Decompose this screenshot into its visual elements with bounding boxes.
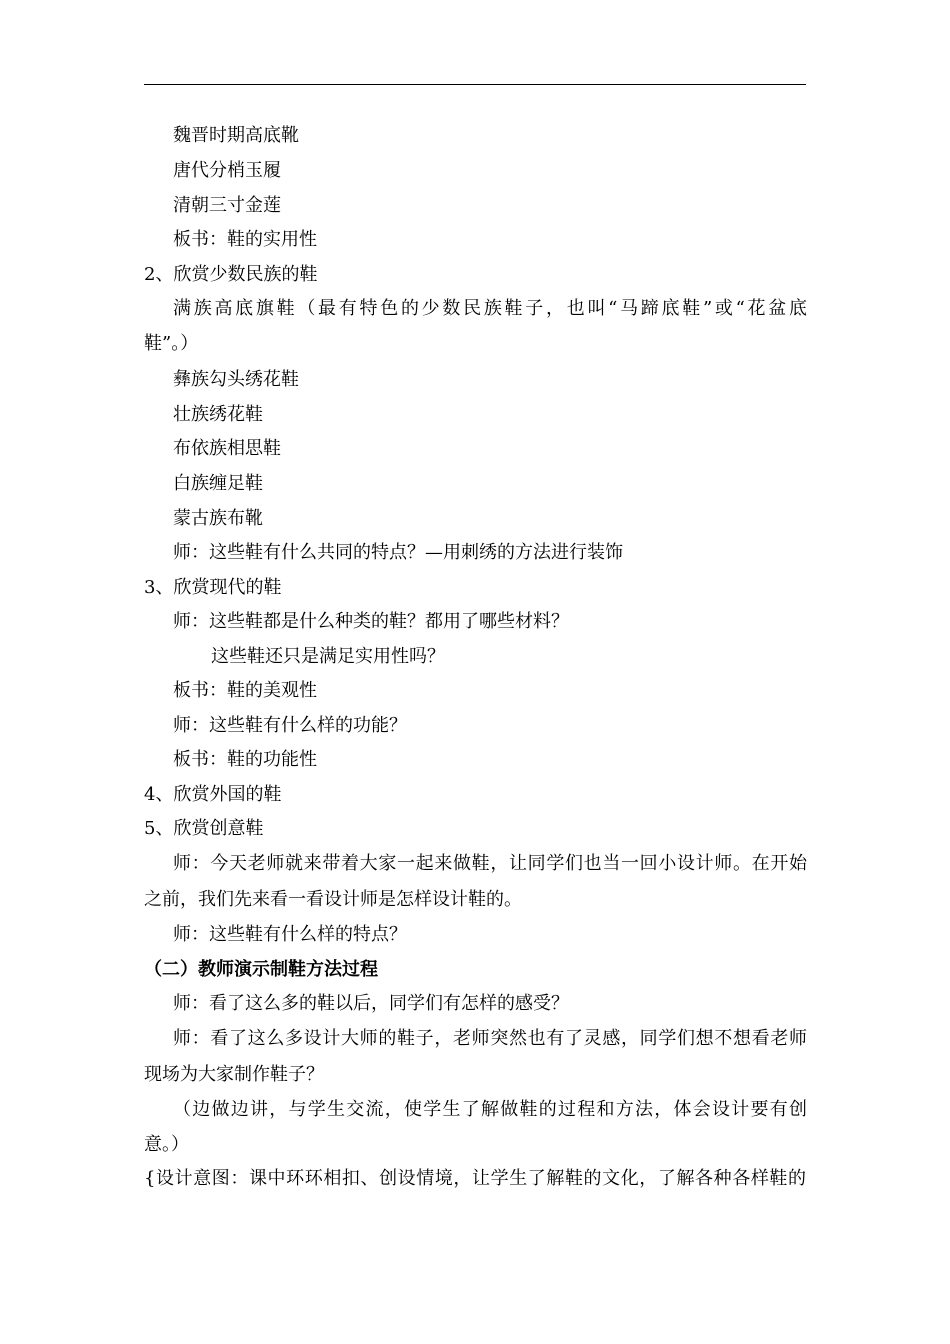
text-line: 板书：鞋的功能性 [173,749,317,770]
text-line: 师：这些鞋都是什么种类的鞋？都用了哪些材料？ [173,611,569,632]
text-line: 师：这些鞋有什么样的功能？ [173,715,407,736]
text-line: 满族高底旗鞋（最有特色的少数民族鞋子，也叫“马蹄底鞋”或“花盆底 [173,298,807,319]
subsection-heading: （二）教师演示制鞋方法过程 [144,959,378,980]
text-line: 师：这些鞋有什么样的特点？ [173,924,407,945]
text-line: 魏晋时期高底靴 [173,125,299,146]
text-line: 现场为大家制作鞋子？ [144,1064,324,1085]
text-line: 唐代分梢玉履 [173,160,281,181]
text-line: 彝族勾头绣花鞋 [173,369,299,390]
text-line: {设计意图：课中环环相扣、创设情境，让学生了解鞋的文化，了解各种各样鞋的 [144,1168,806,1189]
text-line: 这些鞋还只是满足实用性吗？ [211,646,445,667]
text-line: 布依族相思鞋 [173,438,281,459]
text-line: 板书：鞋的美观性 [173,680,317,701]
section-heading: 3、欣赏现代的鞋 [144,577,282,598]
text-line: 板书：鞋的实用性 [173,229,317,250]
text-line: 师：看了这么多的鞋以后，同学们有怎样的感受？ [173,993,569,1014]
text-line: 意。） [144,1134,189,1155]
text-line: 之前，我们先来看一看设计师是怎样设计鞋的。 [144,889,522,910]
text-line: 白族缠足鞋 [173,473,263,494]
section-heading: 5、欣赏创意鞋 [144,818,264,839]
text-line: 师：这些鞋有什么共同的特点？—用刺绣的方法进行装饰 [173,542,623,563]
text-line: （边做边讲，与学生交流，使学生了解做鞋的过程和方法，体会设计要有创 [173,1099,807,1120]
text-line: 鞋”。） [144,333,199,354]
section-heading: 2、欣赏少数民族的鞋 [144,264,318,285]
text-line: 蒙古族布靴 [173,508,263,529]
header-rule [144,84,806,85]
text-line: 师：看了这么多设计大师的鞋子，老师突然也有了灵感，同学们想不想看老师 [173,1028,807,1049]
section-heading: 4、欣赏外国的鞋 [144,784,282,805]
text-line: 师：今天老师就来带着大家一起来做鞋，让同学们也当一回小设计师。在开始 [173,853,807,874]
text-line: 壮族绣花鞋 [173,404,263,425]
text-line: 清朝三寸金莲 [173,195,281,216]
